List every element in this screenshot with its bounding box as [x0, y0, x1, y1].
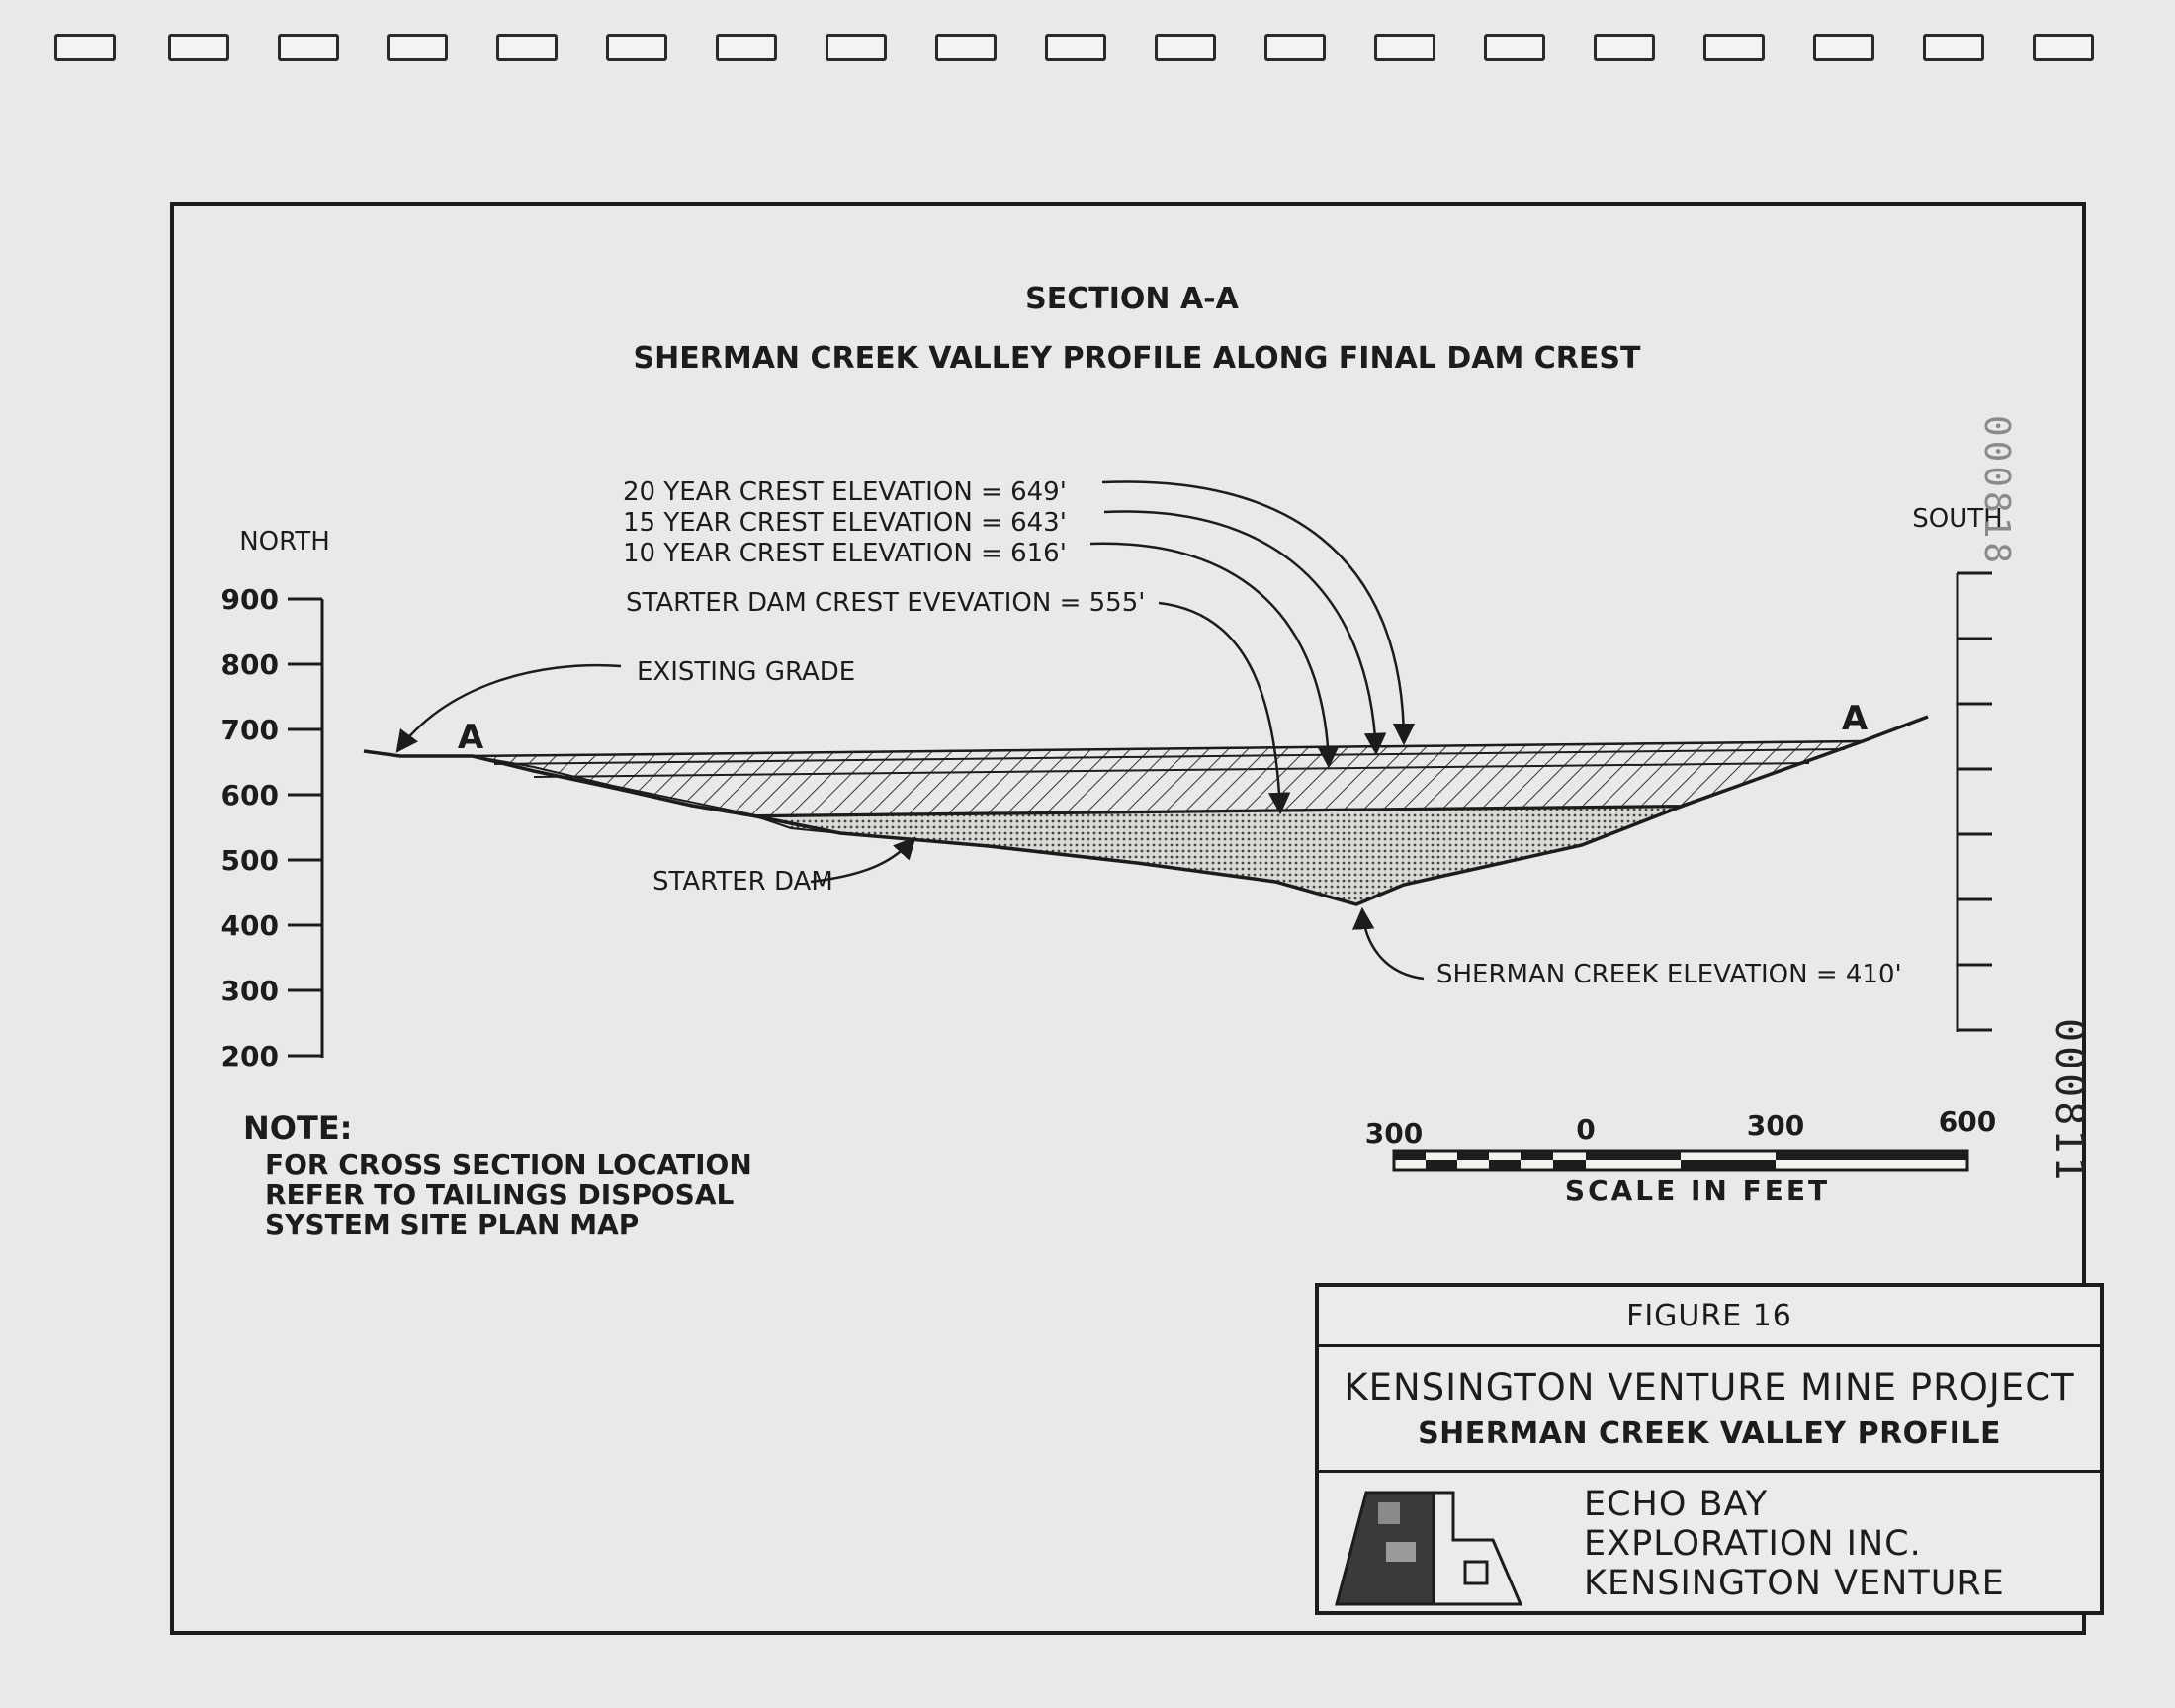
leader-arrow-creek: [1362, 909, 1424, 979]
crest-20yr-label: 20 YEAR CREST ELEVATION = 649': [623, 477, 1067, 507]
elevation-tick-label: 500: [220, 844, 279, 877]
stamp-number-upper: 000818: [1976, 415, 2017, 568]
note-heading: NOTE:: [243, 1109, 353, 1147]
scale-segment: [1776, 1151, 1967, 1160]
crest-10yr-label: 10 YEAR CREST ELEVATION = 616': [623, 539, 1067, 568]
section-title: SECTION A-A: [1025, 282, 1239, 316]
elevation-tick-label: 700: [220, 714, 279, 746]
stamp-number-lower: 000811: [2046, 1018, 2092, 1185]
scale-segment: [1586, 1151, 1681, 1160]
crest-15yr-label: 15 YEAR CREST ELEVATION = 643': [623, 508, 1067, 538]
elevation-tick-label: 300: [220, 975, 279, 1007]
note-line: REFER TO TAILINGS DISPOSAL: [265, 1178, 735, 1211]
south-label: SOUTH: [1912, 504, 2003, 534]
echo-bay-logo-icon: [1327, 1481, 1534, 1609]
leader-arrow-20yr: [1102, 481, 1404, 743]
scale-segment: [1681, 1160, 1776, 1170]
starter-crest-label: STARTER DAM CREST EVEVATION = 555': [626, 588, 1146, 618]
project-title: KENSINGTON VENTURE MINE PROJECT: [1344, 1366, 2075, 1409]
scale-segment: [1489, 1160, 1521, 1170]
right-reference-axis: [1958, 573, 1992, 1032]
leader-arrow-10yr: [1090, 544, 1329, 766]
scale-segment: [1426, 1160, 1457, 1170]
scale-segment: [1521, 1151, 1553, 1160]
starter-dam-label: STARTER DAM: [652, 867, 833, 897]
company-name: [1584, 1485, 2005, 1603]
elevation-tick-label: 200: [220, 1040, 279, 1072]
figure-number: FIGURE 16: [1319, 1287, 2100, 1347]
existing-grade-label: EXISTING GRADE: [637, 657, 856, 687]
scale-label: 300: [1364, 1117, 1424, 1150]
scale-bar: [1365, 1105, 1996, 1207]
leader-arrow-existing-grade: [397, 665, 621, 751]
elevation-tick-label: 400: [220, 909, 279, 942]
title-block: [1315, 1283, 2104, 1615]
company-line: EXPLORATION INC.: [1584, 1524, 1922, 1564]
note-line: SYSTEM SITE PLAN MAP: [265, 1208, 640, 1240]
leader-arrow-15yr: [1104, 512, 1376, 753]
elevation-tick-label: 900: [220, 583, 279, 616]
elevation-tick-label: 800: [220, 648, 279, 681]
scale-segment: [1457, 1151, 1489, 1160]
scale-label: 0: [1576, 1113, 1596, 1146]
scale-segment: [1553, 1160, 1586, 1170]
scale-label: 600: [1938, 1105, 1997, 1138]
company-line: KENSINGTON VENTURE: [1584, 1564, 2005, 1603]
project-section: [1319, 1347, 2100, 1473]
elevation-axis: [221, 583, 322, 1072]
section-marker-left: A: [457, 718, 484, 757]
north-label: NORTH: [239, 527, 330, 556]
scale-segment: [1394, 1151, 1426, 1160]
creek-elevation-label: SHERMAN CREEK ELEVATION = 410': [1436, 960, 1902, 989]
elevation-tick-label: 600: [220, 779, 279, 811]
scale-label: 300: [1746, 1109, 1805, 1142]
note-line: FOR CROSS SECTION LOCATION: [265, 1149, 752, 1181]
drawing-subtitle: SHERMAN CREEK VALLEY PROFILE: [1418, 1416, 2001, 1451]
company-section: [1319, 1473, 2100, 1617]
company-line: ECHO BAY: [1584, 1485, 1769, 1524]
profile-title: SHERMAN CREEK VALLEY PROFILE ALONG FINAL DAM CREST: [633, 341, 1641, 376]
section-marker-right: A: [1841, 699, 1869, 738]
scale-caption: SCALE IN FEET: [1564, 1174, 1831, 1207]
